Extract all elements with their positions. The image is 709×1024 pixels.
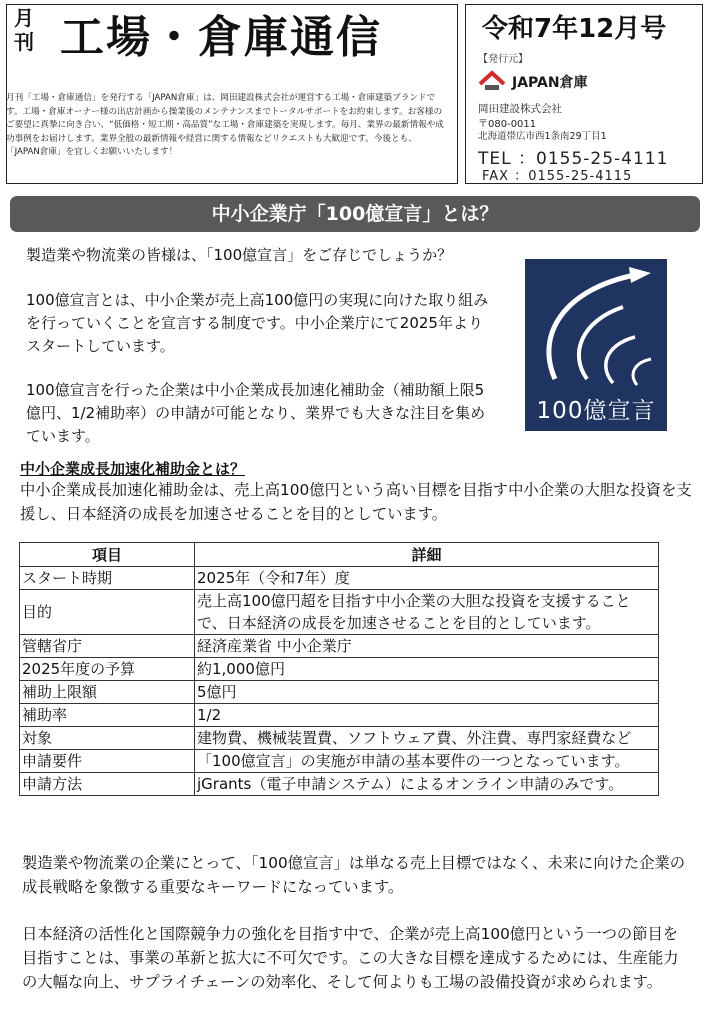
table-cell-key: 申請要件 (20, 750, 195, 773)
section-banner: 中小企業庁「100億宣言」とは？ (10, 196, 700, 232)
table-row (20, 727, 659, 750)
table-row (20, 658, 659, 681)
table-row (20, 567, 659, 590)
publisher-fax: FAX ：0155-25-4115 (482, 169, 633, 184)
table-cell-key: 補助上限額 (20, 681, 195, 704)
publisher-label: 【発行元】 (478, 54, 528, 65)
table-cell-value: 1/2 (195, 704, 659, 727)
intro-paragraph-2: 100億宣言とは、中小企業が売上高100億円の実現に向けた取り組みを行っていくことを宣言する制度です。中小企業庁にて2025年よりスタートしています。 (26, 291, 489, 355)
table-cell-value: 建物費、機械装置費、ソフトウェア費、外注費、専門家経費など (195, 727, 659, 750)
table-row (20, 750, 659, 773)
intro-paragraph-3: 100億宣言を行った企業は中小企業成長加速化補助金（補助額上限5億円、1/2補助率）の申請が可能となり、業界でも大きな注目を集めています。 (26, 381, 486, 445)
table-cell-value: 5億円 (195, 681, 659, 704)
publisher-tel: TEL ：0155-25-4111 (478, 149, 669, 169)
brand-logo: JAPAN倉庫 (512, 75, 588, 91)
issue-label: 令和7年12月号 (482, 14, 667, 44)
table-cell-value: 「100億宣言」の実施が申請の基本要件の一つとなっています。 (195, 750, 659, 773)
table-cell-value: 約1,000億円 (195, 658, 659, 681)
table-cell-value: 経済産業省 中小企業庁 (195, 635, 659, 658)
closing-paragraph-1: 製造業や物流業の企業にとって、「100億宣言」は単なる売上目標ではなく、未来に向けた企業の成長戦略を象徴する重要なキーワードになっています。 (22, 854, 686, 896)
publisher-address: 北海道帯広市西1条南29丁目1 (478, 131, 607, 142)
table-cell-key: スタート時期 (20, 567, 195, 590)
table-cell-value: 2025年（令和7年）度 (195, 567, 659, 590)
subsidy-heading: 中小企業成長加速化補助金とは？ (20, 460, 246, 478)
table-cell-key: 管轄省庁 (20, 635, 195, 658)
table-cell-key: 申請方法 (20, 773, 195, 796)
publisher-zip: 〒080-0011 (478, 119, 537, 130)
house-roof-icon (478, 70, 506, 92)
table-cell-value: jGrants（電子申請システム）によるオンライン申請のみです。 (195, 773, 659, 796)
table-header-detail: 詳細 (195, 543, 659, 567)
masthead-description: 月刊「工場・倉庫通信」を発行する「JAPAN倉庫」は、岡田建設株式会社が運営する工場・倉庫建築ブランドです。工場・倉庫オーナー様の出店計画から操業後のメンテナンスまでトータルサポートをお約束します。お客様のご要望に真摯に向き合い、“低価格・短工期・高品質”な工場・倉庫建築を実現します。毎月、業界の最新情報や成功事例をお届けします。業界全般の最新情報や経営に関する情報などリクエストも大歓迎です。今後とも、「JAPAN倉庫」を宜しくお願いいたします！ (6, 93, 444, 158)
table-cell-key: 2025年度の予算 (20, 658, 195, 681)
table-row (20, 590, 659, 635)
table-header-row (20, 543, 659, 567)
closing-paragraph-2: 日本経済の活性化と国際競争力の強化を目指す中で、企業が売上高100億円という一つの節目を目指すことは、事業の革新と拡大に不可欠です。この大きな目標を達成するためには、生産能力の大幅な向上、サプライチェーンの効率化、そして何よりも工場の設備投資が求められます。 (22, 925, 679, 991)
swoosh-arrow-icon (525, 259, 667, 399)
newsletter-title: 工場・倉庫通信 (60, 12, 382, 63)
table-row (20, 681, 659, 704)
table-cell-key: 補助率 (20, 704, 195, 727)
badge-text: 100億宣言 (536, 398, 656, 424)
hundred-oku-declaration-logo (525, 259, 667, 431)
table-header-item: 項目 (20, 543, 195, 567)
table-row (20, 635, 659, 658)
intro-paragraph-1: 製造業や物流業の皆様は、「100億宣言」をご存じでしょうか？ (26, 246, 453, 264)
publisher-company: 岡田建設株式会社 (478, 103, 562, 115)
subsidy-table (19, 542, 659, 796)
masthead-gekkan: 月刊 (14, 6, 34, 54)
table-cell-key: 目的 (20, 590, 195, 635)
table-row (20, 704, 659, 727)
table-row (20, 773, 659, 796)
table-cell-key: 対象 (20, 727, 195, 750)
subsidy-paragraph: 中小企業成長加速化補助金は、売上高100億円という高い目標を目指す中小企業の大胆な投資を支援し、日本経済の成長を加速させることを目的としています。 (20, 481, 692, 523)
table-cell-value: 売上高100億円超を目指す中小企業の大胆な投資を支援することで、日本経済の成長を加速させることを目的としています。 (195, 590, 659, 635)
